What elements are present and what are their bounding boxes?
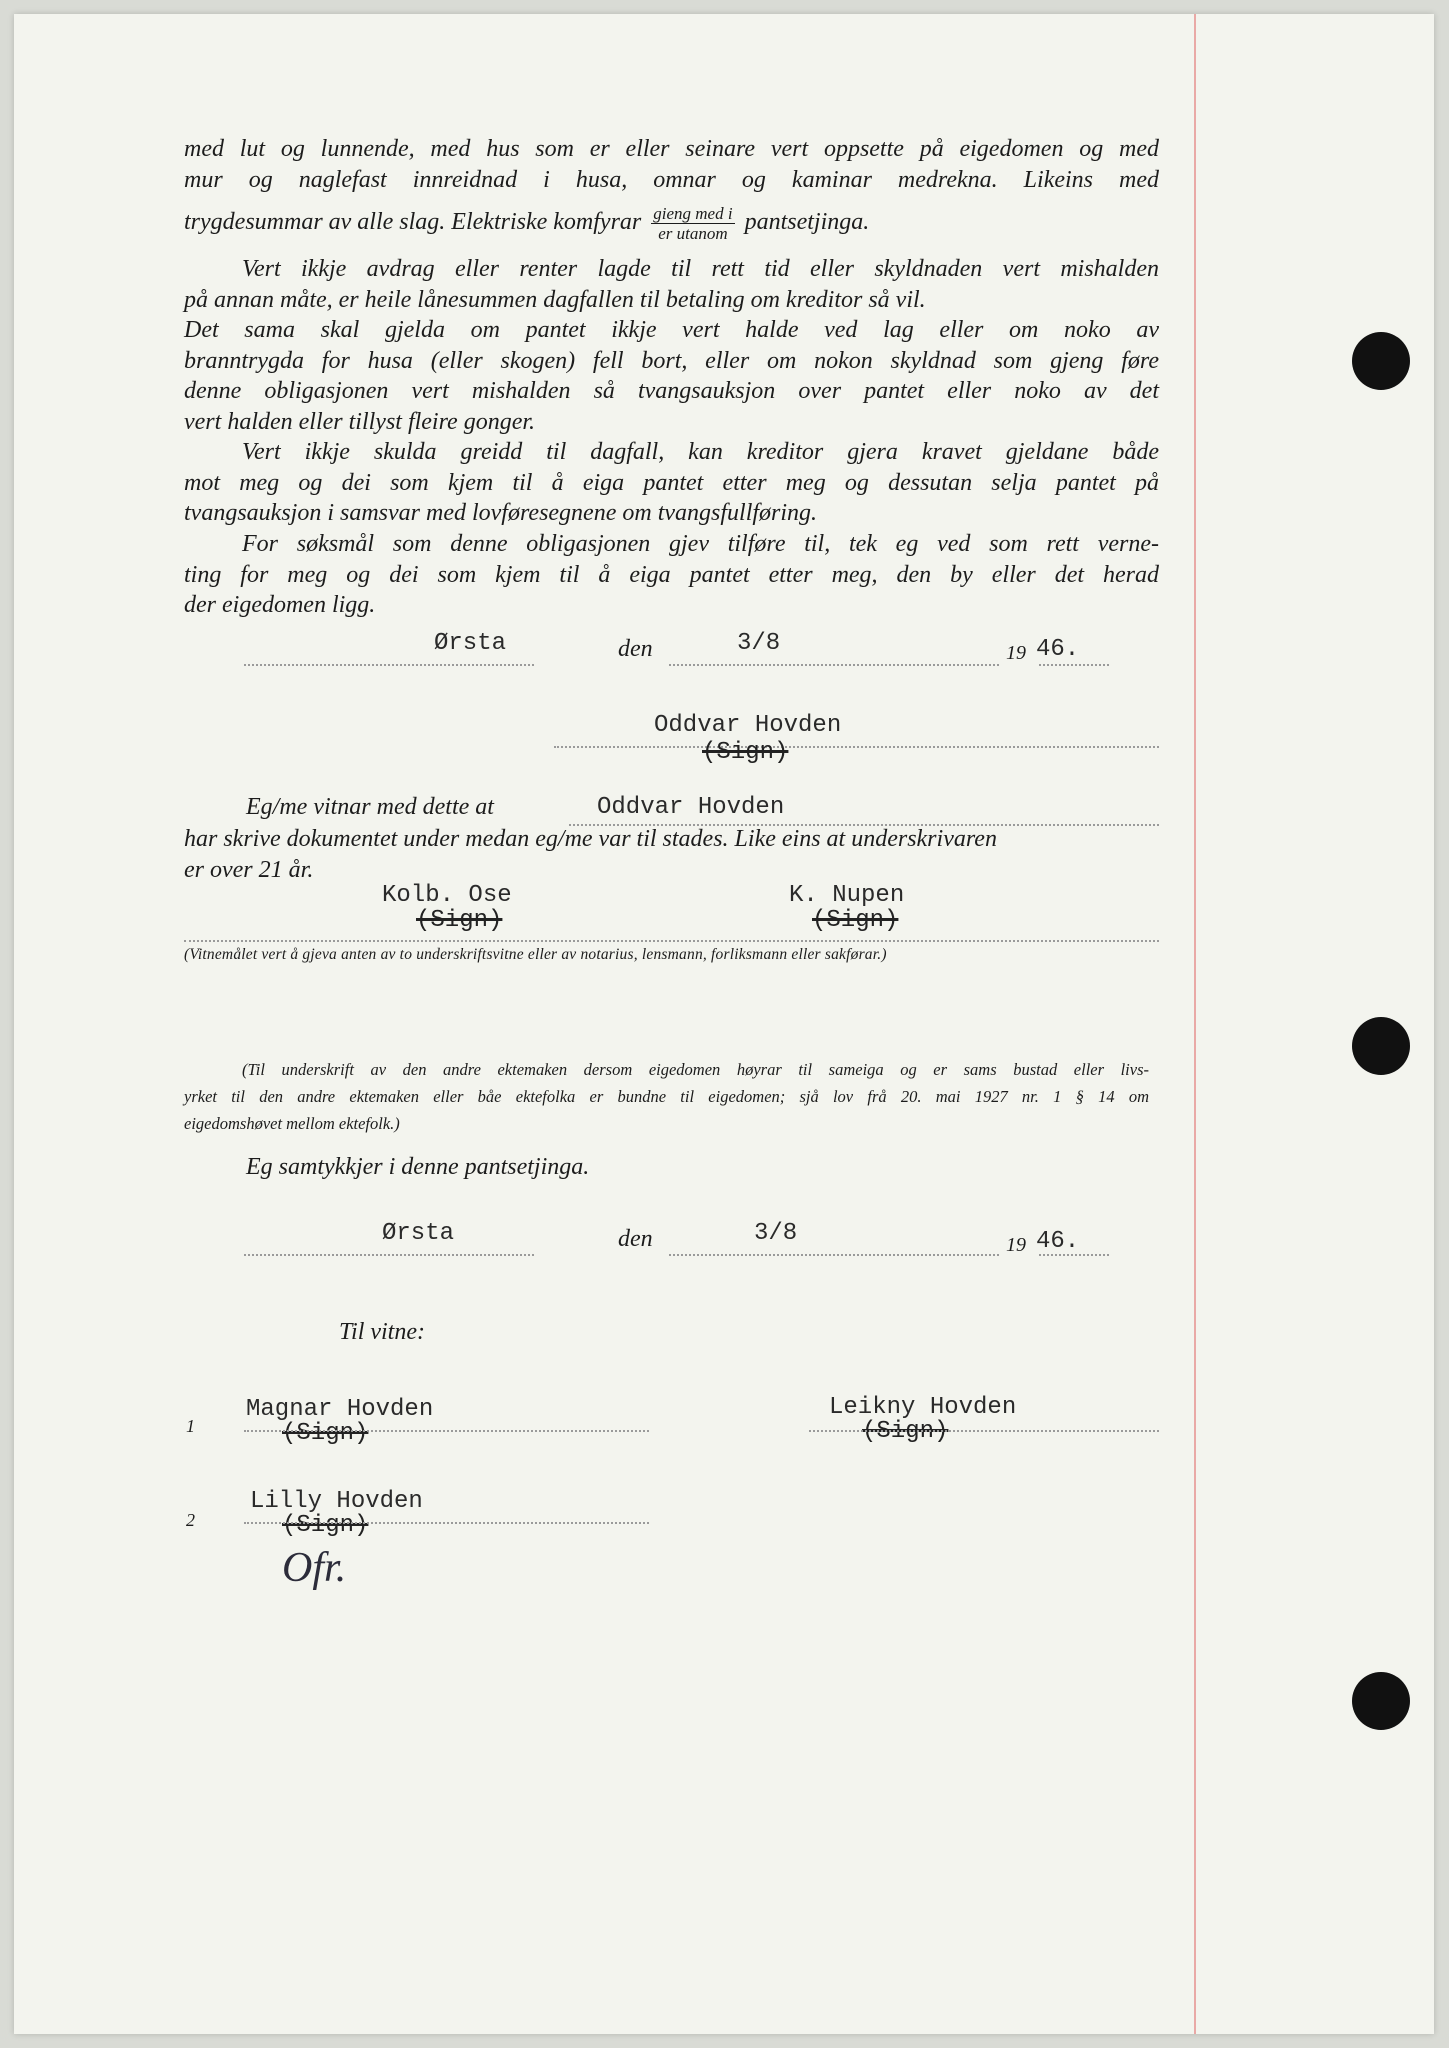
year-suffix-2: 46. [1036,1228,1080,1255]
den-label-2: den [618,1226,653,1252]
margin-rule [1194,14,1196,2034]
witness-1-name: Kolb. Ose [382,882,512,909]
witness-note: (Vitnemålet vert å gjeva anten av to underskriftsvitne eller av notarius, lensmann, forliksmann eller sakførar.) [184,946,887,963]
witness-number-1: 1 [186,1416,195,1436]
spouse-signer-sign: (Sign) [862,1418,949,1445]
text-line: For søksmål som denne obligasjonen gjev tilføre til, tek eg ved som rett verne- [242,531,1159,557]
signature-dotted-line [554,746,1159,748]
text-line: tvangsauksjon i samsvar med lovføresegnene om tvangsfullføring. [184,500,818,526]
signer-name: Oddvar Hovden [654,712,842,739]
text-line: med lut og lunnende, med hus som er eller seinare vert oppsette på eigedomen og med [184,136,1159,162]
text-line: branntrygda for husa (eller skogen) fell bort, eller om nokon skyldnad som gjeng føre [184,347,1159,374]
witness-lilly-name: Lilly Hovden [250,1488,423,1515]
witness-dotted-line [184,940,1159,942]
text-line: ting for meg og dei som kjem til å eiga pantet etter meg, den by eller det herad [184,561,1159,588]
witness-number-2: 2 [186,1510,195,1530]
witness-statement-prefix: Eg/me vitnar med dette at [246,794,494,820]
witness-lilly-sign: (Sign) [282,1512,369,1539]
consent-statement: Eg samtykkjer i denne pantsetjinga. [246,1154,590,1180]
place-dotted-line [244,664,534,666]
text-line: mur og naglefast innreidnad i husa, omnar og kaminar medrekna. Likeins med [184,166,1159,193]
fraction-line-before: trygdesummar av alle slag. Elektriske komfyrar [184,209,642,236]
spouse-dotted-line [809,1430,1159,1432]
text-line: Vert ikkje avdrag eller renter lagde til rett tid eller skyldnaden vert mishalden [242,256,1159,282]
place-1: Ørsta [434,630,507,657]
text-line: Det sama skal gjelda om pantet ikkje vert halde ved lag eller om noko av [184,317,1159,343]
fraction-line-after: pantsetjinga. [744,209,870,236]
body-paragraph-2 [184,254,1159,315]
date-1: 3/8 [737,630,781,657]
date-dotted-line [669,1254,999,1256]
signer-sign: (Sign) [702,739,789,766]
til-vitne-label: Til vitne: [339,1319,425,1345]
year-prefix-1: 19 [1006,642,1026,664]
place-2: Ørsta [382,1220,455,1247]
witness-statement-line2: har skrive dokumentet under medan eg/me var til stades. Like eins at underskrivaren [184,826,997,852]
text-line: Vert ikkje skulda greidd til dagfall, kan kreditor gjera kravet gjeldane både [242,439,1159,465]
punch-hole [1352,332,1410,390]
body-paragraph-3 [184,315,1159,437]
text-line: på annan måte, er heile lånesummen dagfallen til betaling om kreditor så vil. [184,286,926,313]
year-suffix-1: 46. [1036,636,1080,663]
text-line: mot meg og dei som kjem til å eiga pantet etter meg og dessutan selja pantet på [184,469,1159,496]
witness-magnar-sign: (Sign) [282,1420,369,1447]
witness-statement-name: Oddvar Hovden [597,794,785,821]
fraction-line [184,204,869,243]
fraction-numerator: gieng med i [653,204,733,223]
witness-1-sign: (Sign) [416,907,503,934]
year-dotted-line [1039,664,1109,666]
spouse-note [184,1056,1149,1137]
witness-2-sign: (Sign) [812,907,899,934]
body-paragraph-1 [184,134,1159,195]
note-line: eigedomshøvet mellom ektefolk.) [184,1114,400,1133]
witness-dotted-line [244,1522,649,1524]
spouse-signer-name: Leikny Hovden [829,1394,1017,1421]
witness-magnar-name: Magnar Hovden [246,1396,434,1423]
punch-hole [1352,1017,1410,1075]
handwritten-initials: Ofr. [282,1545,347,1591]
year-prefix-2: 19 [1006,1234,1026,1256]
den-label-1: den [618,636,653,662]
body-paragraph-4 [184,437,1159,529]
witness-statement-line3: er over 21 år. [184,857,314,883]
witness-2-name: K. Nupen [789,882,905,909]
date-2: 3/8 [754,1220,798,1247]
text-line: vert halden eller tillyst fleire gonger. [184,408,536,435]
place-dotted-line [244,1254,534,1256]
fraction-denominator: er utanom [658,224,728,243]
note-line: yrket til den andre ektemaken eller båe ektefolka er bundne til eigedomen; sjå lov frå 20. mai 1927 nr. 1 § 14 om [184,1087,1149,1106]
note-line: (Til underskrift av den andre ektemaken dersom eigedomen høyrar til sameiga og er sams bustad eller livs- [242,1060,1149,1079]
fraction [651,204,734,243]
body-paragraph-5 [184,529,1159,621]
witness-dotted-line [244,1430,649,1432]
text-line: der eigedomen ligg. [184,592,376,618]
date-dotted-line [669,664,999,666]
punch-hole [1352,1672,1410,1730]
document-page [14,14,1434,2034]
text-line: denne obligasjonen vert mishalden så tvangsauksjon over pantet eller noko av det [184,378,1159,404]
